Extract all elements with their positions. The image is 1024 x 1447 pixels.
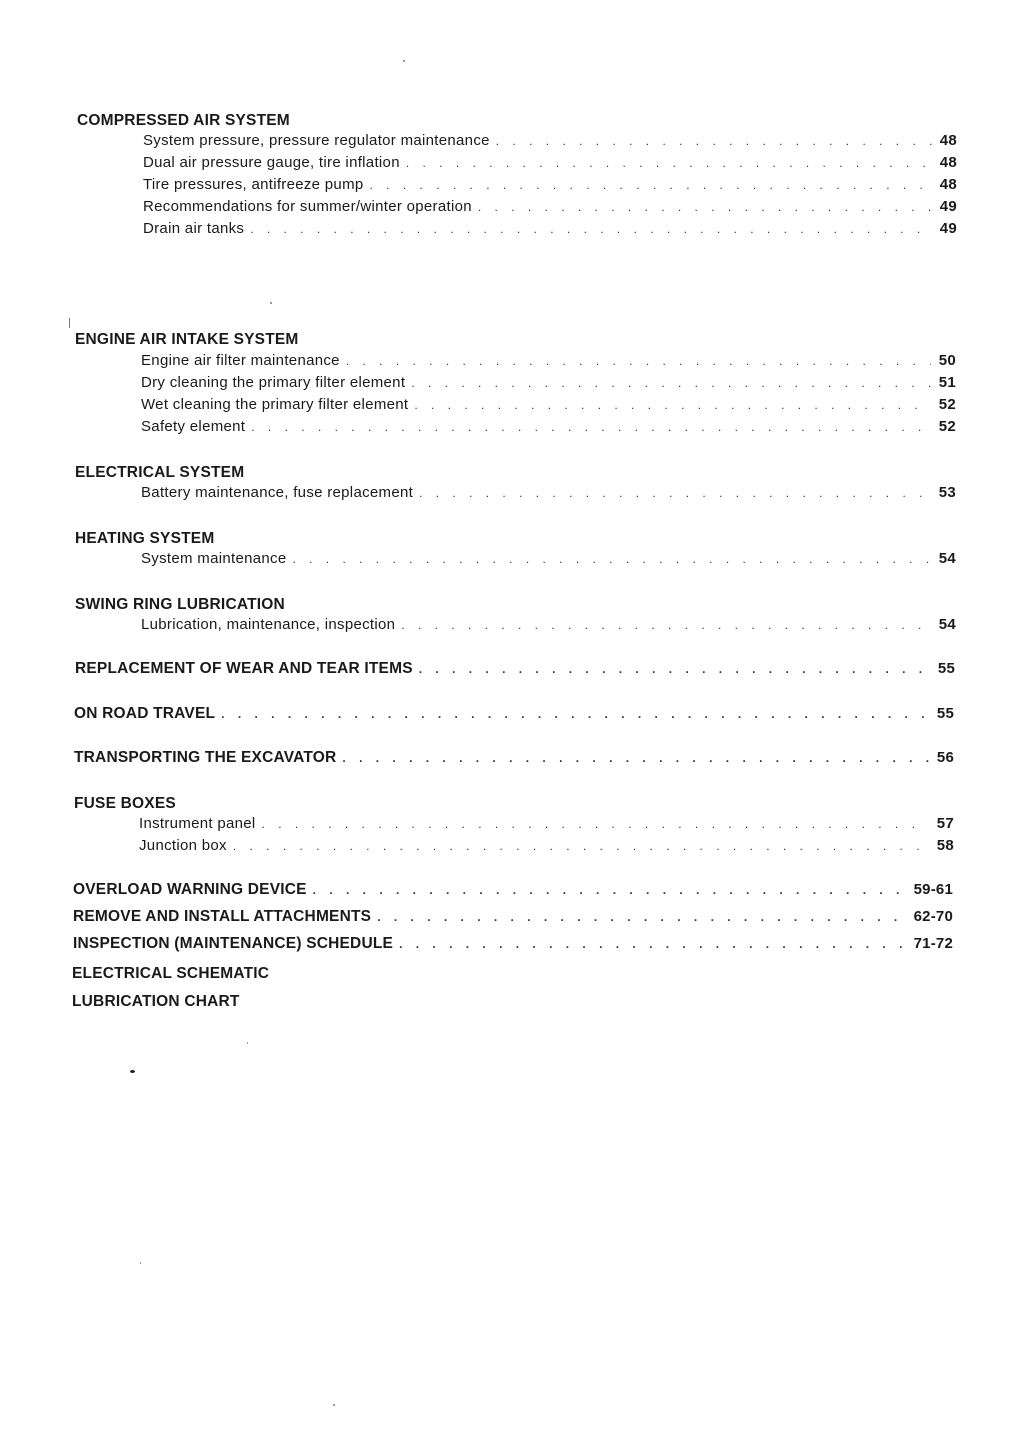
scan-speck (247, 1042, 248, 1044)
toc-entry-page: 55 (936, 705, 954, 722)
toc-entry-label: REMOVE AND INSTALL ATTACHMENTS (73, 908, 372, 925)
toc-entry-page: 48 (939, 154, 957, 171)
toc-entry-label: Lubrication, maintenance, inspection (141, 616, 396, 633)
toc-entry-label: Dry cleaning the primary filter element (141, 374, 406, 391)
toc-entry-label: Junction box (139, 837, 227, 854)
dot-leader (221, 707, 929, 721)
toc-entry-page: 59-61 (913, 881, 953, 898)
dot-leader (377, 910, 905, 924)
dot-leader (292, 552, 930, 566)
toc-entry-page: 54 (938, 616, 956, 633)
dot-leader (251, 420, 930, 434)
toc-entry[interactable] (141, 484, 956, 506)
dot-leader (399, 937, 906, 951)
toc-entry-label: Dual air pressure gauge, tire inflation (143, 154, 400, 171)
toc-entry[interactable] (141, 352, 956, 374)
toc-entry-label: Wet cleaning the primary filter element (141, 396, 409, 413)
dot-leader (478, 200, 932, 214)
toc-entry[interactable] (143, 154, 957, 176)
toc-entry[interactable] (141, 550, 956, 572)
scan-speck (403, 60, 405, 62)
toc-entry-label: System maintenance (141, 550, 287, 567)
dot-leader (342, 751, 929, 765)
dot-leader (233, 839, 929, 853)
toc-entry[interactable] (141, 396, 956, 418)
toc-entry[interactable] (139, 837, 954, 859)
dot-leader (419, 486, 931, 500)
toc-entry-label: INSPECTION (MAINTENANCE) SCHEDULE (73, 935, 394, 952)
section-heading-fuse-boxes: FUSE BOXES (74, 795, 176, 812)
toc-entry-label: Recommendations for summer/winter operation (143, 198, 472, 215)
toc-entry-page: 52 (938, 418, 956, 435)
toc-entry[interactable] (143, 220, 957, 242)
dot-leader (411, 376, 930, 390)
toc-entry-page: 62-70 (913, 908, 953, 925)
toc-entry[interactable] (139, 815, 954, 837)
toc-entry[interactable] (141, 374, 956, 396)
toc-entry[interactable] (143, 176, 957, 198)
toc-entry-page: 52 (938, 396, 956, 413)
toc-entry-page: 48 (939, 176, 957, 193)
toc-entry-page: 53 (938, 484, 956, 501)
toc-entry-page: 55 (937, 660, 955, 677)
toc-entry-page: 50 (938, 352, 956, 369)
toc-entry-page: 56 (936, 749, 954, 766)
dot-leader (419, 662, 930, 676)
toc-entry-page: 58 (936, 837, 954, 854)
section-heading-heating: HEATING SYSTEM (75, 530, 215, 547)
toc-entry[interactable] (141, 616, 956, 638)
section-heading-engine-air-intake: ENGINE AIR INTAKE SYSTEM (75, 331, 299, 348)
toc-entry-page: 54 (938, 550, 956, 567)
toc-entry-lubrication-chart[interactable]: LUBRICATION CHART (72, 993, 240, 1010)
toc-entry-on-road[interactable] (74, 705, 954, 727)
toc-entry-label: TRANSPORTING THE EXCAVATOR (74, 749, 337, 766)
dot-leader (401, 618, 930, 632)
toc-entry-page: 71-72 (913, 935, 953, 952)
toc-entry-electrical-schematic[interactable]: ELECTRICAL SCHEMATIC (72, 965, 270, 982)
dot-leader (262, 817, 929, 831)
dot-leader (414, 398, 930, 412)
scan-speck (333, 1404, 335, 1406)
toc-entry[interactable] (143, 198, 957, 220)
section-heading-electrical: ELECTRICAL SYSTEM (75, 464, 245, 481)
toc-entry-transporting[interactable] (74, 749, 954, 771)
dot-leader (406, 156, 932, 170)
toc-entry[interactable] (141, 418, 956, 440)
scan-speck (69, 318, 70, 328)
toc-entry-label: System pressure, pressure regulator maintenance (143, 132, 490, 149)
toc-entry-page: 49 (939, 198, 957, 215)
dot-leader (250, 222, 932, 236)
toc-entry-label: REPLACEMENT OF WEAR AND TEAR ITEMS (75, 660, 413, 677)
toc-entry-label: Battery maintenance, fuse replacement (141, 484, 414, 501)
scan-speck (140, 1262, 141, 1264)
dot-leader (370, 178, 932, 192)
dot-leader (496, 134, 932, 148)
scan-speck (270, 302, 272, 304)
toc-entry-label: Engine air filter maintenance (141, 352, 340, 369)
toc-entry-label: Drain air tanks (143, 220, 245, 237)
toc-entry-page: 51 (938, 374, 956, 391)
toc-entry-page: 48 (939, 132, 957, 149)
scan-speck (130, 1070, 135, 1073)
toc-entry-inspection[interactable] (73, 935, 953, 957)
toc-entry-label: Safety element (141, 418, 246, 435)
toc-entry-page: 57 (936, 815, 954, 832)
toc-entry-page: 49 (939, 220, 957, 237)
section-heading-swing-ring: SWING RING LUBRICATION (75, 596, 285, 613)
toc-entry-attachments[interactable] (73, 908, 953, 930)
toc-entry-label: OVERLOAD WARNING DEVICE (73, 881, 307, 898)
toc-entry-label: ON ROAD TRAVEL (74, 705, 216, 722)
section-heading-compressed-air: COMPRESSED AIR SYSTEM (77, 112, 290, 129)
toc-entry[interactable] (143, 132, 957, 154)
toc-entry-label: Instrument panel (139, 815, 256, 832)
toc-entry-overload[interactable] (73, 881, 953, 903)
toc-entry-label: Tire pressures, antifreeze pump (143, 176, 364, 193)
toc-entry-wear-items[interactable] (75, 660, 955, 682)
dot-leader (346, 354, 931, 368)
dot-leader (313, 883, 906, 897)
